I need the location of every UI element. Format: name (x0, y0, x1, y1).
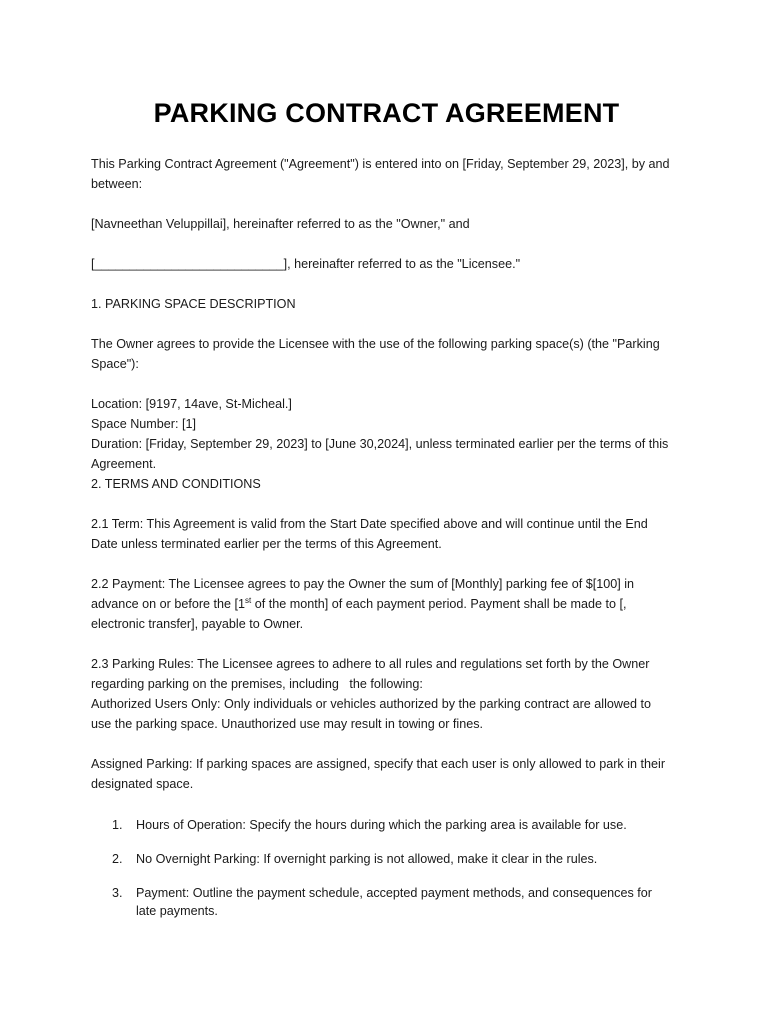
rules-list (91, 816, 682, 920)
section-1-body-line-1: The Owner agrees to provide the Licensee with the use of the following parking space(s) (the "Parking (91, 337, 660, 351)
document-title: PARKING CONTRACT AGREEMENT (153, 98, 620, 128)
list-item-text: No Overnight Parking: If overnight parking is not allowed, make it clear in the rules. (136, 852, 598, 866)
section-2-heading: 2. TERMS AND CONDITIONS (91, 477, 261, 491)
list-item-number: 1. (112, 818, 123, 832)
list-item-text-continued: late payments. (136, 904, 218, 918)
list-item-number: 2. (112, 852, 123, 866)
duration-line-1: Duration: [Friday, September 29, 2023] to [June 30,2024], unless terminated earlier per the terms of this (91, 437, 669, 451)
payment-line-2 (91, 594, 682, 614)
payment-line-1: 2.2 Payment: The Licensee agrees to pay the Owner the sum of [Monthly] parking fee of $[100] in (91, 577, 635, 591)
section-1-heading: 1. PARKING SPACE DESCRIPTION (91, 297, 296, 311)
rules-line-1: 2.3 Parking Rules: The Licensee agrees to adhere to all rules and regulations set forth by the Owner (91, 657, 650, 671)
payment-line-3: electronic transfer], payable to Owner. (91, 617, 304, 631)
owner-line: [Navneethan Veluppillai], hereinafter referred to as the "Owner," and (91, 217, 470, 231)
assigned-parking-line-2: designated space. (91, 777, 194, 791)
space-number-line: Space Number: [1] (91, 417, 196, 431)
rules-line-2: regarding parking on the premises, including the following: (91, 677, 423, 691)
term-line-2: Date unless terminated earlier per the terms of this Agreement. (91, 537, 442, 551)
licensee-line: [___________________________], hereinafter referred to as the "Licensee." (91, 257, 521, 271)
payment-line-2-start: advance on or before the [1 (91, 597, 246, 611)
list-item-number: 3. (112, 886, 123, 900)
list-item-text: Payment: Outline the payment schedule, accepted payment methods, and consequences for (136, 886, 652, 900)
section-1-body-line-2: Space"): (91, 357, 139, 371)
ordinal-superscript: st (245, 595, 252, 605)
authorized-users-line-1: Authorized Users Only: Only individuals or vehicles authorized by the parking contract are allowed to (91, 697, 652, 711)
intro-line-1: This Parking Contract Agreement ("Agreement") is entered into on [Friday, September 29, 2023], by and (91, 157, 670, 171)
list-item (112, 850, 682, 868)
duration-line-2: Agreement. (91, 457, 157, 471)
term-line-1: 2.1 Term: This Agreement is valid from the Start Date specified above and will continue until the End (91, 517, 648, 531)
list-item (112, 884, 682, 920)
list-item (112, 816, 682, 834)
list-item-text: Hours of Operation: Specify the hours during which the parking area is available for use. (136, 818, 627, 832)
payment-line-2-end: of the month] of each payment period. Payment shall be made to [, (251, 597, 627, 611)
location-line: Location: [9197, 14ave, St-Micheal.] (91, 397, 292, 411)
assigned-parking-line-1: Assigned Parking: If parking spaces are assigned, specify that each user is only allowed to park in their (91, 757, 666, 771)
intro-line-2: between: (91, 177, 143, 191)
authorized-users-line-2: use the parking space. Unauthorized use may result in towing or fines. (91, 717, 484, 731)
